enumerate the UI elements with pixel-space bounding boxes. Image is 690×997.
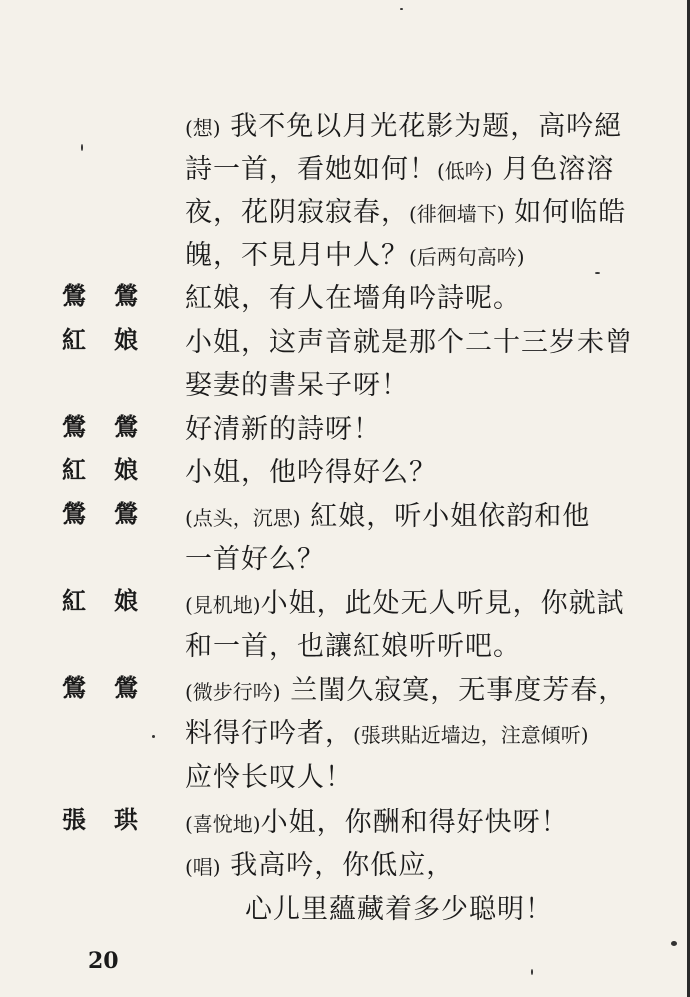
script-line	[0, 363, 690, 409]
dialogue: 小姐，这声音就是那个二十三岁未曾	[185, 327, 633, 358]
line-text	[185, 537, 662, 576]
dialogue: 小姐，他吟得好么？	[185, 457, 437, 488]
line-text	[185, 276, 662, 315]
speaker-name: 鶯鶯	[62, 673, 166, 702]
dialogue: 心儿里蘊藏着多少聪明！	[245, 894, 553, 925]
line-text	[185, 147, 662, 186]
line-text	[185, 843, 662, 882]
stage-direction: (低吟)	[437, 159, 493, 183]
line-text	[185, 668, 662, 707]
speaker-name: 鶯鶯	[62, 281, 166, 310]
script-line	[0, 407, 690, 453]
line-text	[185, 320, 662, 359]
dialogue: 我高吟，你低应，	[230, 850, 455, 881]
line-text	[245, 887, 662, 926]
dialogue: 应怜长叹人！	[185, 762, 353, 793]
dialogue: 娶妻的書呆子呀！	[185, 370, 409, 401]
speaker-name: 鶯鶯	[62, 412, 166, 441]
dialogue: 魄，不見月中人？	[185, 240, 409, 271]
script-line	[0, 537, 690, 583]
script-line	[0, 843, 690, 889]
ink-speck	[595, 272, 600, 274]
script-line	[0, 450, 690, 496]
script-line	[0, 887, 690, 933]
script-line	[0, 581, 690, 627]
script-line	[0, 233, 690, 279]
ink-speck	[671, 941, 677, 946]
line-text	[185, 104, 662, 143]
dialogue: 詩一首，看她如何！	[185, 154, 437, 185]
dialogue: 小姐，此处无人听見，你就試	[260, 588, 625, 619]
script-line	[0, 624, 690, 670]
page-number: 20	[88, 948, 119, 974]
dialogue: 一首好么？	[185, 544, 325, 575]
stage-direction: (微步行吟)	[185, 680, 281, 704]
script-line	[0, 190, 690, 236]
dialogue: 紅娘，有人在墻角吟詩呢。	[185, 283, 521, 314]
script-line	[0, 800, 690, 846]
line-text	[185, 581, 662, 620]
dialogue: 兰閨久寂寞，无事度芳春，	[290, 675, 627, 706]
speaker-name: 紅娘	[62, 586, 166, 615]
stage-direction: (見机地)	[185, 593, 261, 617]
script-line	[0, 276, 690, 322]
stage-direction: (張珙貼近墙边，注意傾听)	[353, 723, 589, 747]
line-text	[185, 494, 662, 533]
ink-speck	[152, 735, 155, 738]
script-line	[0, 668, 690, 714]
stage-direction: (后两句高吟)	[409, 245, 525, 269]
dialogue: 我不免以月光花影为题，高吟絕	[230, 111, 623, 142]
line-text	[185, 190, 662, 229]
line-text	[185, 407, 662, 446]
ink-speck	[531, 969, 533, 975]
line-text	[185, 755, 662, 794]
dialogue: 如何临皓	[514, 197, 627, 228]
ink-speck	[400, 8, 403, 10]
line-text	[185, 233, 662, 272]
script-line	[0, 711, 690, 757]
dialogue: 夜，花阴寂寂春，	[185, 197, 409, 228]
speaker-name: 紅娘	[62, 325, 166, 354]
stage-direction: (喜悅地)	[185, 812, 261, 836]
script-line	[0, 320, 690, 366]
script-line	[0, 755, 690, 801]
line-text	[185, 363, 662, 402]
line-text	[185, 711, 662, 750]
script-line	[0, 494, 690, 540]
line-text	[185, 450, 662, 489]
speaker-name: 紅娘	[62, 455, 166, 484]
dialogue: 小姐，你酬和得好快呀！	[260, 807, 569, 838]
stage-direction: (唱)	[185, 855, 221, 879]
dialogue: 好清新的詩呀！	[185, 414, 381, 445]
stage-direction: (想)	[185, 116, 221, 140]
line-text	[185, 800, 662, 839]
ink-speck	[81, 144, 83, 151]
dialogue: 和一首，也讓紅娘听听吧。	[185, 631, 521, 662]
speaker-name: 鶯鶯	[62, 499, 166, 528]
dialogue: 紅娘，听小姐依韵和他	[310, 501, 591, 532]
dialogue: 月色溶溶	[502, 154, 615, 185]
stage-direction: (点头，沉思)	[185, 506, 301, 530]
speaker-name: 張珙	[62, 805, 166, 834]
dialogue: 料得行吟者，	[185, 718, 353, 749]
line-text	[185, 624, 662, 663]
stage-direction: (徘徊墙下)	[409, 202, 505, 226]
script-line	[0, 104, 690, 150]
script-line	[0, 147, 690, 193]
